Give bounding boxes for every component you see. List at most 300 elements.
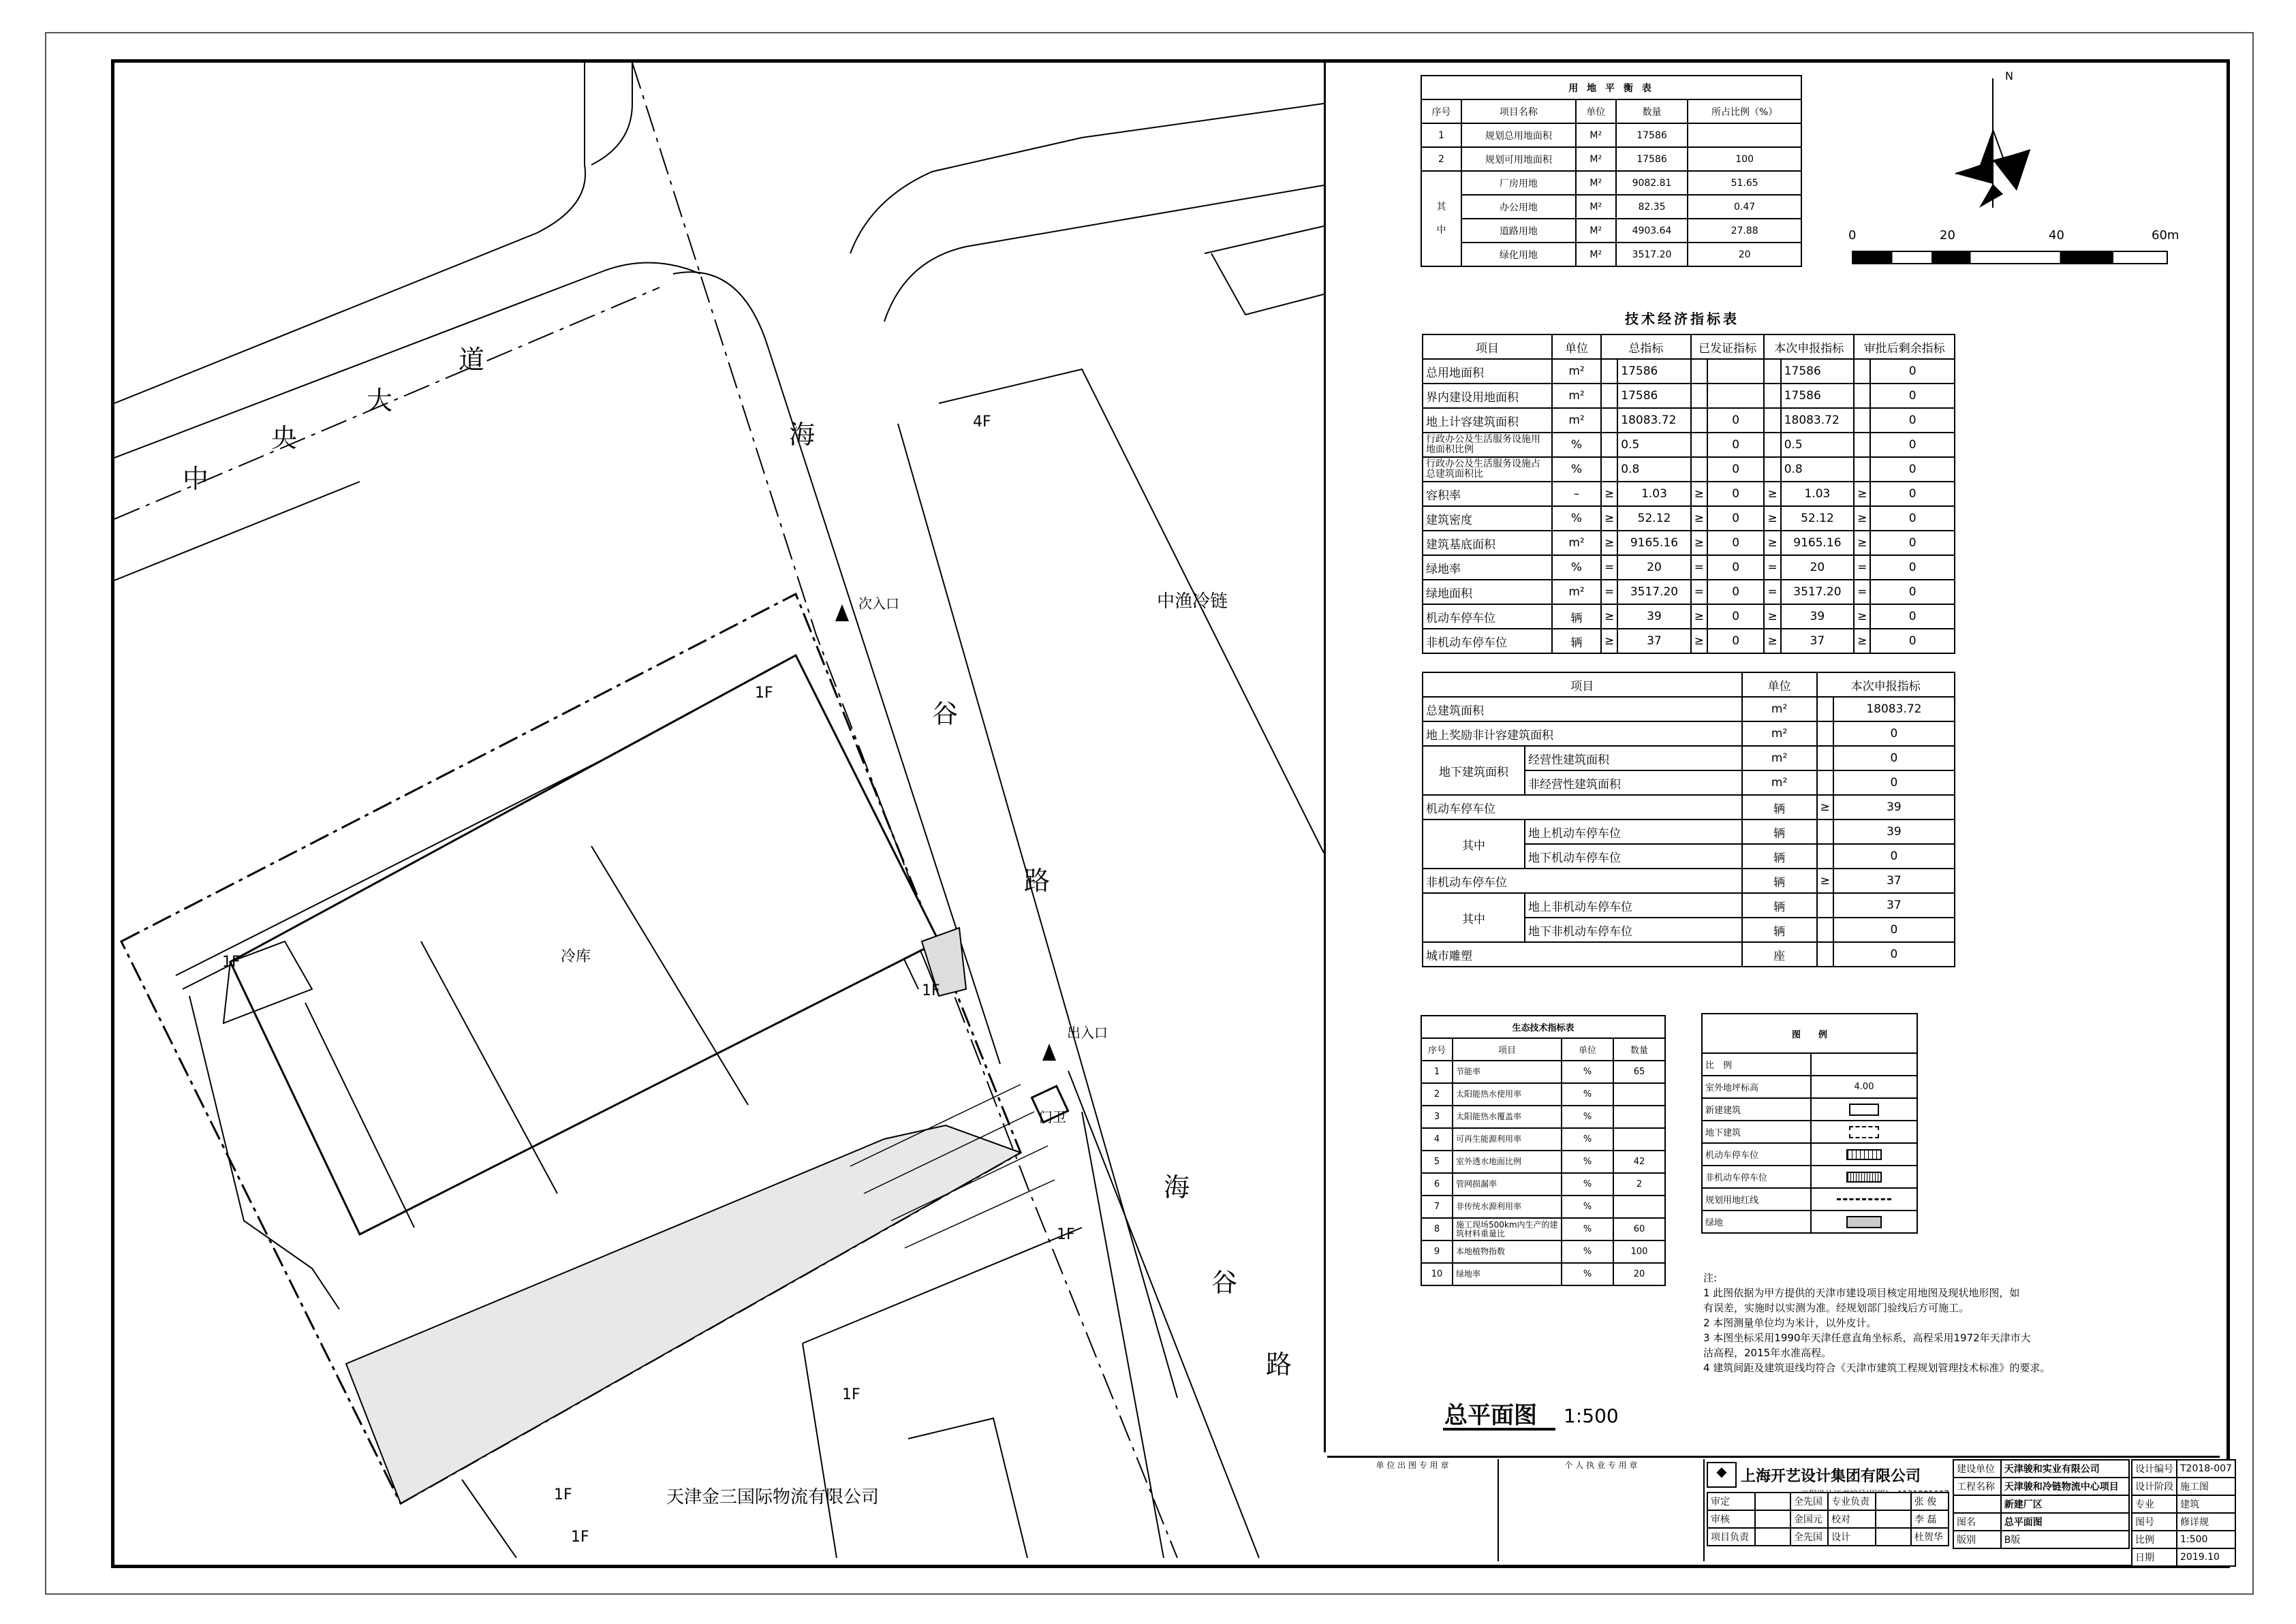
row-label: 地下非机动车停车位	[1525, 918, 1742, 942]
cell: %	[1562, 1061, 1613, 1083]
table-row	[1423, 721, 1955, 746]
signature	[1876, 1528, 1911, 1546]
cell: 项目负责	[1707, 1528, 1755, 1546]
value-cell: 0	[1833, 770, 1955, 795]
floor-label: 1F	[222, 954, 241, 971]
table-row	[1423, 604, 1955, 629]
cell: 版别	[1953, 1531, 2001, 1548]
prefix-cell: ≥	[1817, 869, 1833, 893]
table-row	[1421, 1106, 1665, 1128]
note-line: 沽高程，2015年水准高程。	[1703, 1347, 1832, 1359]
legend-symbol	[1811, 1098, 1917, 1121]
row-label: 建筑密度	[1423, 506, 1552, 531]
header-cell: 项目	[1453, 1038, 1562, 1061]
prefix-cell	[1601, 433, 1617, 457]
prefix-cell: ≥	[1601, 604, 1617, 629]
cell: 太阳能热水覆盖率	[1453, 1106, 1562, 1128]
cell: %	[1562, 1218, 1613, 1240]
row-label: 界内建设用地面积	[1423, 384, 1552, 408]
row-label: 地上机动车停车位	[1525, 819, 1742, 844]
value-cell: 0	[1707, 531, 1764, 555]
stamp-personal	[1499, 1459, 1705, 1561]
prefix-cell: ≥	[1764, 506, 1780, 531]
road-label-east-1: 海	[789, 420, 816, 450]
unit-cell: 辆	[1742, 795, 1817, 819]
cell	[1613, 1128, 1665, 1151]
legend-row	[1702, 1188, 1917, 1211]
prefix-cell	[1854, 384, 1870, 408]
prefix-cell: ≥	[1691, 604, 1707, 629]
cell: 规划总用地面积	[1461, 123, 1576, 147]
road-label-east-5: 谷	[1211, 1268, 1238, 1298]
unit-cell: m²	[1742, 770, 1817, 795]
company-logo-icon: ◆	[1707, 1462, 1737, 1488]
road-label-west-4: 道	[459, 345, 485, 375]
prefix-cell	[1601, 384, 1617, 408]
prefix-cell: ≥	[1854, 482, 1870, 506]
value-cell: 18083.72	[1781, 408, 1854, 433]
prefix-cell: =	[1601, 580, 1617, 604]
table-row	[1421, 1240, 1665, 1263]
cell: 规划可用地面积	[1461, 147, 1576, 171]
cell	[1688, 123, 1801, 147]
table-header-row	[1423, 672, 1955, 697]
value-cell: 0	[1833, 721, 1955, 746]
table-row	[1423, 555, 1955, 580]
table-row	[1423, 506, 1955, 531]
prefix-cell: ≥	[1601, 531, 1617, 555]
cell: 审核	[1707, 1510, 1755, 1528]
prefix-cell: ≥	[1691, 531, 1707, 555]
road-label-west-3: 大	[367, 386, 393, 416]
cell: 办公用地	[1461, 195, 1576, 219]
scale-label: 20	[1940, 228, 1955, 243]
group-cell: 其中	[1423, 819, 1525, 869]
prefix-cell	[1764, 408, 1780, 433]
road-label-east-4: 海	[1164, 1172, 1190, 1202]
prefix-cell	[1817, 697, 1833, 721]
table-row	[1423, 359, 1955, 384]
company-name: 上海开艺设计集团有限公司	[1741, 1467, 1921, 1485]
value-cell: 0	[1707, 482, 1764, 506]
tech-table-title: 技术经济指标表	[1625, 311, 1739, 327]
prefix-cell	[1764, 457, 1780, 482]
notes	[1703, 1270, 2098, 1375]
cell: %	[1562, 1196, 1613, 1218]
value-cell: 0	[1870, 482, 1955, 506]
signature	[1876, 1493, 1911, 1510]
value-cell: 0	[1870, 629, 1955, 653]
row-label: 行政办公及生活服务设施用地面积比例	[1423, 433, 1552, 457]
cell: B版	[2001, 1531, 2129, 1548]
value-cell: 9165.16	[1617, 531, 1690, 555]
stamp-personal-label: 个 人 执 业 专 用 章	[1564, 1461, 1638, 1470]
note-line: 4 建筑间距及建筑退线均符合《天津市建筑工程规划管理技术标准》的要求。	[1703, 1362, 2051, 1374]
value-cell: 0	[1833, 746, 1955, 770]
header-cell: 单位	[1562, 1038, 1613, 1061]
cell: 5	[1421, 1151, 1453, 1173]
unit-cell: m²	[1552, 359, 1601, 384]
prefix-cell	[1817, 721, 1833, 746]
prefix-cell: =	[1854, 555, 1870, 580]
legend-row	[1702, 1121, 1917, 1143]
group-cell: 地下建筑面积	[1423, 746, 1525, 795]
value-cell: 0	[1707, 604, 1764, 629]
prefix-cell: ≥	[1691, 506, 1707, 531]
unit-cell: m²	[1552, 408, 1601, 433]
table-row	[2132, 1548, 2235, 1566]
land-balance-table	[1421, 75, 1802, 267]
legend-swatch	[1846, 1172, 1882, 1183]
value-cell: 0	[1870, 384, 1955, 408]
value-cell: 0	[1833, 918, 1955, 942]
scale-label: 0	[1848, 228, 1857, 243]
header-cell: 本次申报指标	[1764, 334, 1854, 359]
cell: 本地植物指数	[1453, 1240, 1562, 1263]
cell: 张 俊	[1911, 1493, 1949, 1510]
cell: 日期	[2132, 1548, 2177, 1566]
header-cell: 项目名称	[1461, 99, 1576, 123]
eco-title: 生态技术指标表	[1421, 1016, 1665, 1038]
value-cell: 39	[1781, 604, 1854, 629]
prefix-cell	[1817, 770, 1833, 795]
table-row	[1423, 457, 1955, 482]
cell: M²	[1576, 243, 1616, 266]
value-cell: 17586	[1617, 384, 1690, 408]
value-cell: 0.5	[1617, 433, 1690, 457]
row-label: 地上奖励非计容建筑面积	[1423, 721, 1742, 746]
prefix-cell: =	[1764, 555, 1780, 580]
prefix-cell	[1854, 408, 1870, 433]
legend-row	[1702, 1211, 1917, 1233]
prefix-cell	[1691, 457, 1707, 482]
cell: 2	[1613, 1173, 1665, 1196]
signature	[1755, 1493, 1790, 1510]
cell: 审定	[1707, 1493, 1755, 1510]
table-row	[1423, 942, 1955, 967]
floor-label: 1F	[1057, 1226, 1075, 1243]
floor-label: 1F	[755, 685, 773, 702]
legend-symbol: 4.00	[1811, 1076, 1917, 1098]
note-line: 1 此图依据为甲方提供的天津市建设项目核定用地图及现状地形图，如	[1703, 1287, 2020, 1299]
prefix-cell	[1601, 359, 1617, 384]
prefix-cell: ≥	[1601, 629, 1617, 653]
table-row	[1421, 1173, 1665, 1196]
cell: 杜贺华	[1911, 1528, 1949, 1546]
table-row	[1423, 629, 1955, 653]
cell: 9082.81	[1616, 171, 1688, 195]
cell: 10	[1421, 1263, 1453, 1285]
scale-bar	[1852, 251, 2168, 264]
note-line: 3 本图坐标采用1990年天津任意直角坐标系，高程采用1972年天津市大	[1703, 1332, 2031, 1344]
cell: 绿地率	[1453, 1263, 1562, 1285]
prefix-cell	[1817, 893, 1833, 918]
cell	[1613, 1106, 1665, 1128]
cell: M²	[1576, 219, 1616, 243]
value-cell: 37	[1617, 629, 1690, 653]
legend-row	[1702, 1166, 1917, 1188]
legend-swatch	[1849, 1126, 1879, 1138]
note-line: 有误差，实施时以实测为准。经规划部门验线后方可施工。	[1703, 1302, 1970, 1314]
value-cell: 0	[1870, 531, 1955, 555]
site-plan-drawing	[114, 63, 1324, 1558]
table-row	[1423, 795, 1955, 819]
value-cell: 0	[1707, 408, 1764, 433]
row-label: 绿地率	[1423, 555, 1552, 580]
cell	[1613, 1196, 1665, 1218]
cell: 设计编号	[2132, 1460, 2177, 1478]
value-cell: 18083.72	[1833, 697, 1955, 721]
cell: 非传统水源利用率	[1453, 1196, 1562, 1218]
value-cell: 0	[1870, 555, 1955, 580]
unit-cell: 辆	[1552, 604, 1601, 629]
prefix-cell: ≥	[1691, 482, 1707, 506]
unit-cell: 辆	[1552, 629, 1601, 653]
legend-swatch	[1849, 1104, 1879, 1116]
prefix-cell: =	[1691, 555, 1707, 580]
unit-cell: 辆	[1742, 918, 1817, 942]
legend-swatch	[1846, 1216, 1882, 1228]
value-cell: 17586	[1781, 384, 1854, 408]
legend-label: 地下建筑	[1702, 1121, 1811, 1143]
project-table	[1953, 1459, 2130, 1549]
value-cell: 20	[1617, 555, 1690, 580]
prefix-cell: ≥	[1854, 506, 1870, 531]
cell: %	[1562, 1240, 1613, 1263]
prefix-cell: ≥	[1601, 482, 1617, 506]
neighbor-north-label: 中渔冷链	[1157, 591, 1228, 612]
unit-cell: m²	[1742, 746, 1817, 770]
unit-cell: 辆	[1742, 893, 1817, 918]
header-cell: 本次申报指标	[1817, 672, 1955, 697]
value-cell: 0	[1870, 359, 1955, 384]
row-label: 机动车停车位	[1423, 604, 1552, 629]
group-char: 中	[1436, 225, 1446, 236]
row-label: 地上计容建筑面积	[1423, 408, 1552, 433]
header-cell: 单位	[1576, 99, 1616, 123]
table-row	[1423, 384, 1955, 408]
value-cell: 37	[1833, 893, 1955, 918]
prefix-cell	[1691, 408, 1707, 433]
land-balance-title: 用 地 平 衡 表	[1421, 76, 1801, 99]
table-row	[2132, 1478, 2235, 1495]
note-line: 2 本图测量单位均为米计，以外皮计。	[1703, 1317, 1877, 1329]
cell: 17586	[1616, 147, 1688, 171]
cell: %	[1562, 1083, 1613, 1106]
table-row	[1423, 819, 1955, 844]
legend-table	[1701, 1013, 1918, 1234]
table-row	[2132, 1513, 2235, 1531]
cell: 专业负责	[1828, 1493, 1876, 1510]
prefix-cell: =	[1601, 555, 1617, 580]
cell: 施工现场500km内生产的建筑材料重量比	[1453, 1218, 1562, 1240]
prefix-cell	[1854, 359, 1870, 384]
notes-head: 注:	[1703, 1272, 1718, 1284]
signature	[1876, 1510, 1911, 1528]
legend-label: 新建建筑	[1702, 1098, 1811, 1121]
floor-label: 1F	[571, 1529, 589, 1546]
gate-label: 门卫	[1039, 1109, 1066, 1125]
cell: %	[1562, 1151, 1613, 1173]
cell: 李 磊	[1911, 1510, 1949, 1528]
road-label-east-3: 路	[1024, 866, 1051, 896]
cell: 设计阶段	[2132, 1478, 2177, 1495]
row-label: 总用地面积	[1423, 359, 1552, 384]
table-row	[1423, 433, 1955, 457]
unit-cell: 座	[1742, 942, 1817, 967]
cell: 2	[1421, 1083, 1453, 1106]
unit-cell: –	[1552, 482, 1601, 506]
value-cell: 52.12	[1617, 506, 1690, 531]
legend-label: 比 例	[1702, 1053, 1811, 1076]
tech-econ-table	[1422, 334, 1955, 654]
stamp-unit	[1327, 1459, 1499, 1561]
row-label: 机动车停车位	[1423, 795, 1742, 819]
cell: 校对	[1828, 1510, 1876, 1528]
unit-cell: %	[1552, 506, 1601, 531]
cell: 4903.64	[1616, 219, 1688, 243]
group-cell: 其中	[1423, 893, 1525, 942]
group-char: 其	[1436, 202, 1446, 213]
stamp-unit-label: 单 位 出 图 专 用 章	[1376, 1461, 1449, 1470]
cell: 82.35	[1616, 195, 1688, 219]
value-cell: 0.8	[1617, 457, 1690, 482]
table-row	[1423, 893, 1955, 918]
cell: M²	[1576, 123, 1616, 147]
legend-symbol	[1811, 1211, 1917, 1233]
floor-label: 1F	[554, 1486, 572, 1503]
value-cell: 0	[1707, 555, 1764, 580]
prefix-cell: ≥	[1817, 795, 1833, 819]
cell: 6	[1421, 1173, 1453, 1196]
cell: 绿化用地	[1461, 243, 1576, 266]
cell: 8	[1421, 1218, 1453, 1240]
row-label: 绿地面积	[1423, 580, 1552, 604]
value-cell: 0	[1870, 433, 1955, 457]
cell	[1613, 1083, 1665, 1106]
cell: 42	[1613, 1151, 1665, 1173]
value-cell: 0	[1707, 580, 1764, 604]
cell: 金国元	[1790, 1510, 1828, 1528]
value-cell: 0	[1707, 629, 1764, 653]
cell: 天津骏和冷链物流中心项目	[2001, 1478, 2129, 1495]
legend-symbol	[1811, 1121, 1917, 1143]
unit-cell: m²	[1742, 721, 1817, 746]
north-label: N	[2005, 69, 2013, 82]
legend-row	[1702, 1076, 1917, 1098]
cell: 工程名称	[1953, 1478, 2001, 1495]
cell: 全先国	[1790, 1528, 1828, 1546]
north-arrow-icon	[1949, 65, 2037, 215]
cell: 太阳能热水使用率	[1453, 1083, 1562, 1106]
unit-cell: m²	[1742, 697, 1817, 721]
prefix-cell: ≥	[1854, 629, 1870, 653]
value-cell: 0	[1833, 942, 1955, 967]
row-label: 建筑基底面积	[1423, 531, 1552, 555]
prefix-cell: =	[1691, 580, 1707, 604]
table-row	[1421, 1061, 1665, 1083]
value-cell: 3517.20	[1781, 580, 1854, 604]
table-row	[1423, 697, 1955, 721]
table-row	[1423, 746, 1955, 770]
legend-symbol	[1811, 1143, 1917, 1166]
table-row	[2132, 1531, 2235, 1548]
value-cell	[1707, 384, 1764, 408]
cell: 修详规	[2177, 1513, 2235, 1531]
plan-divider	[1324, 63, 1326, 1452]
prefix-cell	[1691, 384, 1707, 408]
value-cell: 39	[1833, 819, 1955, 844]
cell: 27.88	[1688, 219, 1801, 243]
value-cell: 0	[1870, 506, 1955, 531]
value-cell: 0	[1707, 506, 1764, 531]
prefix-cell: =	[1854, 580, 1870, 604]
prefix-cell: ≥	[1691, 629, 1707, 653]
table-row	[1421, 1218, 1665, 1240]
cell: 4	[1421, 1128, 1453, 1151]
value-cell: 1.03	[1781, 482, 1854, 506]
legend-label: 室外地坪标高	[1702, 1076, 1811, 1098]
cell: 图名	[1953, 1513, 2001, 1531]
legend-row	[1702, 1143, 1917, 1166]
prefix-cell	[1764, 433, 1780, 457]
unit-cell: m²	[1552, 384, 1601, 408]
header-cell: 已发证指标	[1691, 334, 1765, 359]
legend-label: 机动车停车位	[1702, 1143, 1811, 1166]
table-row	[1423, 482, 1955, 506]
cell: 1	[1421, 1061, 1453, 1083]
cell: M²	[1576, 147, 1616, 171]
table-row	[1423, 869, 1955, 893]
value-cell: 39	[1617, 604, 1690, 629]
header-cell: 数量	[1613, 1038, 1665, 1061]
cell: 全先国	[1790, 1493, 1828, 1510]
cell: 天津骏和实业有限公司	[2001, 1460, 2129, 1478]
cell: %	[1562, 1173, 1613, 1196]
legend-label: 绿地	[1702, 1211, 1811, 1233]
cell: 9	[1421, 1240, 1453, 1263]
company-row	[1707, 1462, 1949, 1488]
header-cell: 项目	[1423, 672, 1742, 697]
cell: M²	[1576, 171, 1616, 195]
value-cell: 3517.20	[1617, 580, 1690, 604]
prefix-cell: ≥	[1764, 629, 1780, 653]
legend-symbol	[1811, 1053, 1917, 1076]
cell: %	[1562, 1128, 1613, 1151]
prefix-cell	[1817, 942, 1833, 967]
signature	[1755, 1528, 1790, 1546]
floor-label: 1F	[842, 1386, 860, 1403]
cell: 建设单位	[1953, 1460, 2001, 1478]
neighbor-south-label: 天津金三国际物流有限公司	[666, 1487, 880, 1508]
table-row	[1423, 531, 1955, 555]
value-cell: 18083.72	[1617, 408, 1690, 433]
cell: T2018-007	[2177, 1460, 2235, 1478]
cell	[1953, 1495, 2001, 1513]
value-cell: 52.12	[1781, 506, 1854, 531]
cell: 1:500	[2177, 1531, 2235, 1548]
table-row	[2132, 1460, 2235, 1478]
legend-label: 非机动车停车位	[1702, 1166, 1811, 1188]
table-row	[1421, 1151, 1665, 1173]
prefix-cell: =	[1764, 580, 1780, 604]
signoff-table	[1707, 1492, 1949, 1546]
unit-cell: 辆	[1742, 819, 1817, 844]
cell: 51.65	[1688, 171, 1801, 195]
value-cell: 9165.16	[1781, 531, 1854, 555]
cell: 设计	[1828, 1528, 1876, 1546]
cell: 新建厂区	[2001, 1495, 2129, 1513]
